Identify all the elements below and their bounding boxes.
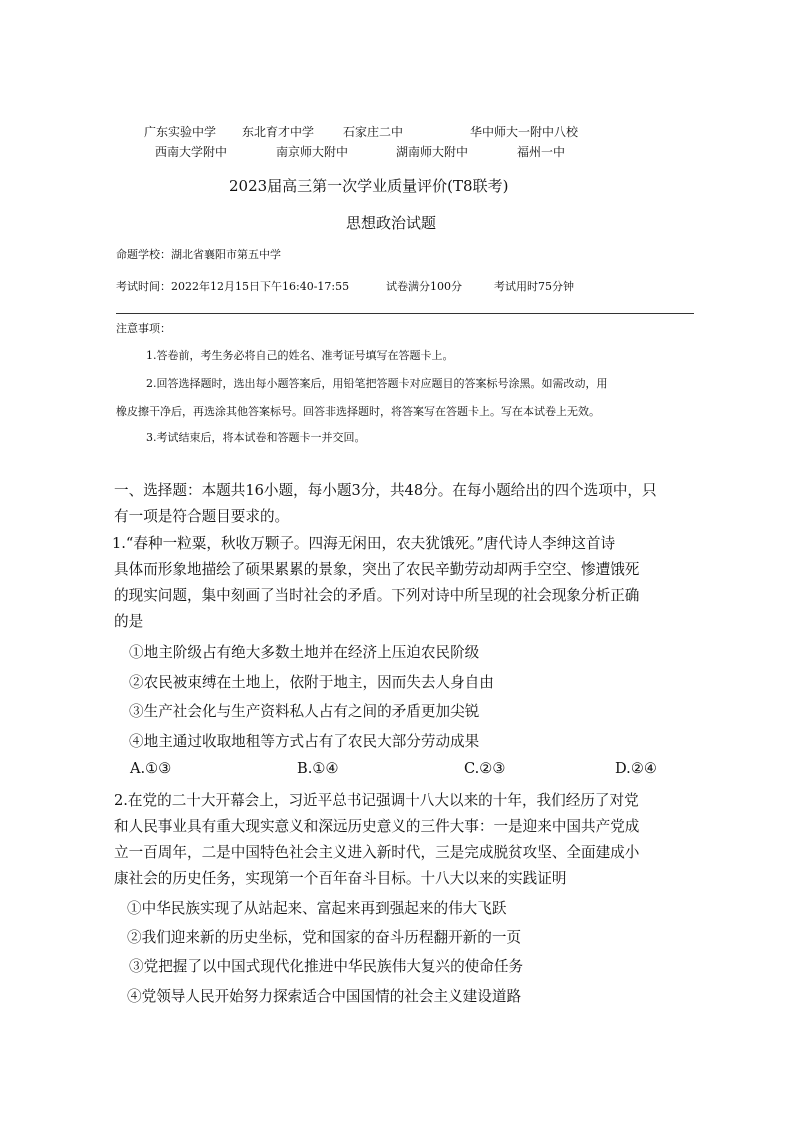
note-line: 3.考试结束后，将本试卷和答题卡一并交回。: [146, 431, 366, 444]
school-name: 湖南师大附中: [396, 145, 469, 159]
proposing-school: 命题学校：湖北省襄阳市第五中学: [116, 248, 281, 261]
note-line: 1.答卷前，考生务必将自己的姓名、准考证号填写在答题卡上。: [146, 349, 454, 362]
school-name: 东北育才中学: [242, 125, 315, 139]
note-line: 2.回答选择题时，选出每小题答案后，用铅笔把答题卡对应题目的答案标号涂黑。如需改动，用: [146, 377, 608, 390]
question-item: ④党领导人民开始努力探索适合中国国情的社会主义建设道路: [127, 988, 522, 1005]
question-stem-line: 的是: [114, 613, 144, 630]
school-name: 华中师大一附中八校: [470, 125, 579, 139]
school-name: 西南大学附中: [155, 145, 228, 159]
question-stem-line: 康社会的历史任务，实现第一个百年奋斗目标。十八大以来的实践证明: [114, 870, 567, 887]
full-score: 试卷满分100分: [386, 280, 462, 293]
exam-subtitle: 思想政治试题: [346, 214, 437, 232]
notes-heading: 注意事项：: [116, 322, 171, 335]
question-stem-line: 立一百周年，二是中国特色社会主义进入新时代，三是完成脱贫攻坚、全面建成小: [114, 844, 640, 861]
question-item: ③生产社会化与生产资料私人占有之间的矛盾更加尖锐: [129, 703, 480, 720]
question-item: ④地主通过收取地租等方式占有了农民大部分劳动成果: [129, 733, 480, 750]
section-title-line: 一、选择题：本题共16小题，每小题3分，共48分。在每小题给出的四个选项中，只: [114, 482, 657, 499]
school-name: 广东实验中学: [144, 125, 217, 139]
exam-time: 考试时间：2022年12月15日下午16:40-17:55: [116, 280, 350, 293]
school-name: 南京师大附中: [276, 145, 349, 159]
question-stem-line: 具体而形象地描绘了硕果累累的景象，突出了农民辛勤劳动却两手空空、惨遭饿死: [114, 561, 640, 578]
question-stem-line: 和人民事业具有重大现实意义和深远历史意义的三件大事：一是迎来中国共产党成: [114, 818, 640, 835]
answer-option-c: C.②③: [464, 760, 506, 777]
divider-line: [116, 313, 694, 314]
section-title-line: 有一项是符合题目要求的。: [114, 508, 290, 525]
school-name: 福州一中: [517, 145, 566, 159]
question-item: ①中华民族实现了从站起来、富起来再到强起来的伟大飞跃: [127, 900, 507, 917]
answer-option-d: D.②④: [615, 760, 657, 777]
question-stem-line: 的现实问题，集中刻画了当时社会的矛盾。下列对诗中所呈现的社会现象分析正确: [114, 587, 640, 604]
question-item: ③党把握了以中国式现代化推进中华民族伟大复兴的使命任务: [129, 958, 524, 975]
question-item: ②我们迎来新的历史坐标，党和国家的奋斗历程翻开新的一页: [127, 929, 522, 946]
exam-title: 2023届高三第一次学业质量评价(T8联考): [229, 177, 509, 195]
question-item: ①地主阶级占有绝大多数土地并在经济上压迫农民阶级: [129, 644, 480, 661]
note-line: 橡皮擦干净后，再选涂其他答案标号。回答非选择题时，将答案写在答题卡上。写在本试卷上无效。: [116, 405, 600, 418]
answer-option-a: A.①③: [130, 760, 172, 777]
question-stem-line: 2.在党的二十大开幕会上，习近平总书记强调十八大以来的十年，我们经历了对党: [114, 792, 639, 809]
answer-option-b: B.①④: [297, 760, 339, 777]
question-item: ②农民被束缚在土地上，依附于地主，因而失去人身自由: [129, 674, 494, 691]
exam-duration: 考试用时75分钟: [494, 280, 574, 293]
school-name: 石家庄二中: [343, 125, 404, 139]
question-stem-line: 1.“春种一粒粟，秋收万颗子。四海无闲田，农夫犹饿死。”唐代诗人李绅这首诗: [112, 535, 616, 552]
